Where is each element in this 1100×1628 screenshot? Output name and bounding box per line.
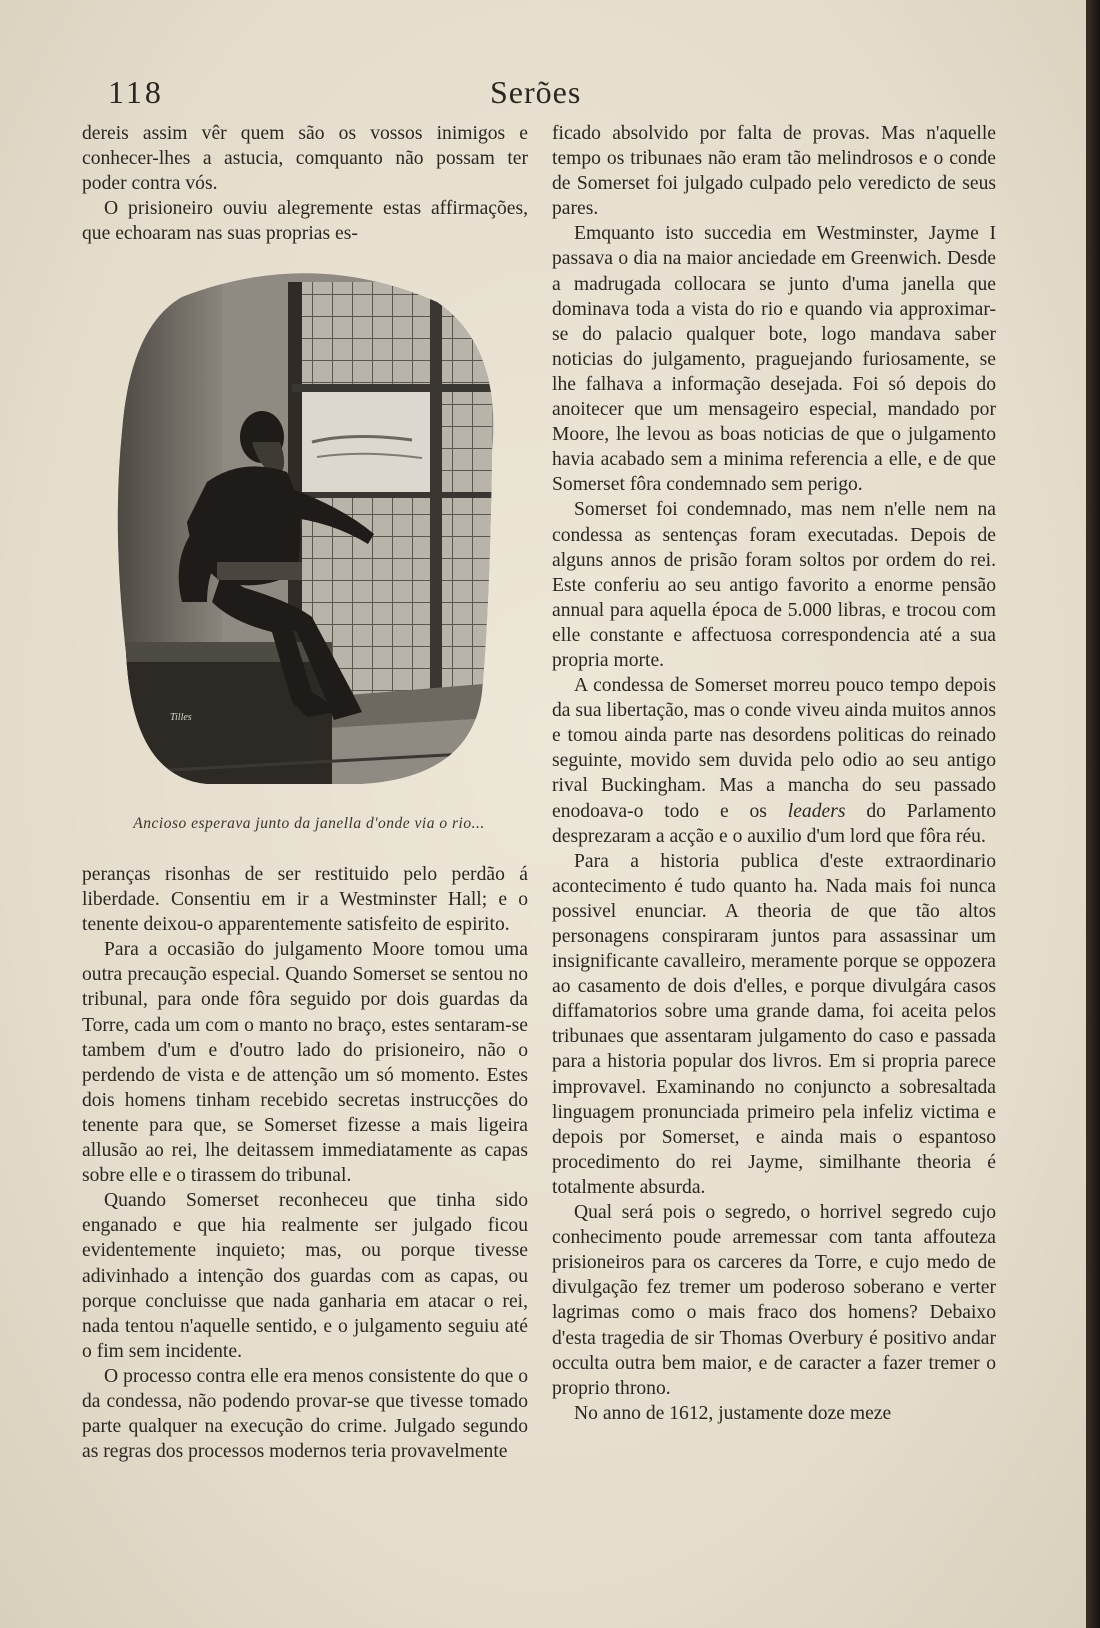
book-binding-edge (1086, 0, 1100, 1628)
right-column (552, 121, 996, 1426)
left-column-bottom (82, 862, 528, 1464)
paragraph: Quando Somerset reconheceu que tinha sido enganado e que hia realmente ser julgado ficou evidentemente inquieto; mas, ou porque tivesse adivinhado a intenção dos guardas com as capas, ou porque concluisse que nada ganharia em atacar o rei, nada tentou n'aquelle sentido, e o julgamento seguiu até o fim sem incidente. (82, 1190, 528, 1362)
italic-term: leaders (787, 800, 846, 822)
illustration-caption: Ancioso esperava junto da janella d'onde via o rio... (133, 815, 485, 832)
paragraph: Para a occasião do julgamento Moore tomou uma outra precaução especial. Quando Somerset se sentou no tribunal, para onde fôra seguido por dois guardas da Torre, cada um com o manto no braço, estes sentaram-se tambem d'um e d'outro lado do prisioneiro, não o perdendo de vista e de attenção um só momento. Estes dois homens tinham recebido secretas instrucções do tenente para que, se Somerset fizesse a mais ligeira allusão ao rei, lhe deitassem immediatamente as capas sobre elle e o tirassem do tribunal. (82, 939, 528, 1187)
left-column-top (82, 121, 528, 246)
paragraph: ficado absolvido por falta de provas. Mas n'aquelle tempo os tribunaes não eram tão melindrosos e o conde de Somerset foi julgado culpado pelo veredicto de seus pares. (552, 123, 996, 220)
paragraph: peranças risonhas de ser restituido pelo perdão á liberdade. Consentiu em ir a Westminster Hall; e o tenente deixou-o apparentemente satisfeito de espirito. (82, 864, 528, 936)
paragraph: dereis assim vêr quem são os vossos inimigos e conhecer-lhes a astucia, comquanto não possam ter poder contra vós. (82, 123, 528, 195)
page-number: 118 (108, 74, 164, 110)
paragraph-text: do Parlamento desprezaram a acção e o auxilio d'um lord que fôra réu. (552, 800, 997, 847)
engraving-man-at-window (112, 272, 508, 792)
paragraph: Emquanto isto succedia em Westminster, Jayme I passava o dia na maior anciedade em Greenwich. Desde a madrugada collocara se junto d'uma janella que dominava toda a vista do rio e quando via approximar-se do palacio qualquer bote, logo mandava saber noticias do julgamento, praguejando furiosamente, se lhe falhava a informação desejada. Foi só depois do anoitecer que um mensageiro especial, mandado por Moore, lhe levou as boas noticias de que o julgamento havia acabado sem a minima referencia a elle, e de que Somerset fôra condemnado sem perigo. (552, 223, 996, 496)
paragraph (552, 673, 996, 849)
paragraph: Qual será pois o segredo, o horrivel segredo cujo conhecimento poude arremessar com tanta affouteza prisioneiros para os carceres da Torre, e cujo medo de divulgação fez tremer um poderoso soberano e verter lagrimas como o mais fraco dos homens? Debaixo d'esta tragedia de sir Thomas Overbury é positivo andar occulta outra bem maior, e de caracter a fazer tremer o proprio throno. (552, 1202, 996, 1399)
paragraph-text: A condessa de Somerset morreu pouco tempo depois da sua libertação, mas o conde viveu ainda muitos annos e tomou ainda parte nas desordens politicas do reinado seguinte, movido sem duvida pelo odio ao seu antigo rival Buckingham. Mas a mancha do seu passado enodoava-o todo e os (552, 675, 996, 822)
running-title: Serões (490, 74, 582, 110)
paragraph: Para a historia publica d'este extraordinario acontecimento é tudo quanto ha. Nada mais foi nunca possivel enunciar. A theoria de que tão altos personagens conspiraram juntos para assassinar um insignificante cavalleiro, meramente porque se oppozera ao casamento de dois d'elles, e porque divulgára casos diffamatorios sobre uma grande dama, foi aceita pelos tribunaes que assentaram julgamento do caso e passada para a historia popular dos livros. Em si propria parece improvavel. Examinando no conjuncto a sobresaltada linguagem pronunciada primeiro pela infeliz victima e depois por Somerset, e ainda mais o espantoso procedimento do rei Jayme, similhante theoria é totalmente absurda. (552, 850, 996, 1198)
page-header (0, 70, 1090, 120)
paragraph: No anno de 1612, justamente doze meze (574, 1402, 892, 1424)
paragraph: O processo contra elle era menos consistente do que o da condessa, não podendo provar-se que tivesse tomado parte qualquer na execução do crime. Julgado segundo as regras dos processos modernos teria provavelmente (82, 1365, 528, 1463)
artist-signature: Tilles (170, 712, 192, 723)
paragraph: O prisioneiro ouviu alegremente estas affirmações, que echoaram nas suas proprias es- (82, 198, 528, 245)
paragraph: Somerset foi condemnado, mas nem n'elle nem na condessa as sentenças foram executadas. Depois de alguns annos de prisão foram soltos por ordem do rei. Este conferiu ao seu antigo favorito a enorme pensão annual para aquella época de 5.000 libras, e trocou com elle constante e affectuosa correspondencia até a sua propria morte. (552, 499, 996, 671)
